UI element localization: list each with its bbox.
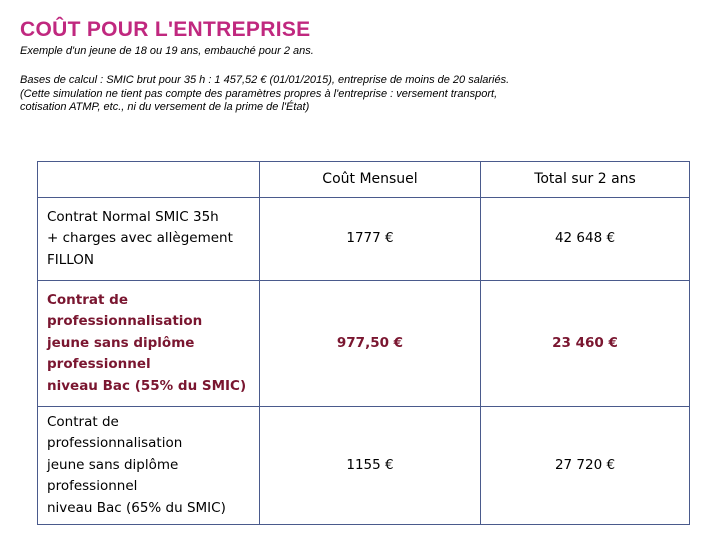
row-label-line: FILLON (47, 251, 95, 268)
table-row-pro-contract-55 (38, 281, 690, 407)
row-label-line: niveau Bac (55% du SMIC) (47, 377, 247, 394)
header-cell-empty (38, 162, 260, 198)
total-cost-cell: 27 720 € (481, 407, 690, 525)
row-label (38, 198, 260, 281)
note-line: Bases de calcul : SMIC brut pour 35 h : 1 457,52 € (01/01/2015), entreprise de moins de 20 salariés. (20, 74, 510, 86)
header-monthly-cost: Coût Mensuel (260, 162, 481, 198)
page-title: COÛT POUR L'ENTREPRISE (20, 18, 311, 41)
subtitle: Exemple d'un jeune de 18 ou 19 ans, embauché pour 2 ans. (20, 45, 314, 57)
note-line: cotisation ATMP, etc., ni du versement de la prime de l'État) (20, 101, 310, 113)
row-label-line: niveau Bac (65% du SMIC) (47, 499, 226, 516)
total-cost-cell: 23 460 € (481, 281, 690, 407)
row-label-line: jeune sans diplôme (47, 456, 179, 473)
monthly-cost-cell: 1155 € (260, 407, 481, 525)
row-label-line: + charges avec allègement (47, 230, 233, 247)
note-line: (Cette simulation ne tient pas compte des paramètres propres à l'entreprise : versement transport, (20, 87, 498, 100)
header-total-2-years: Total sur 2 ans (481, 162, 690, 198)
row-label-line: Contrat de (47, 413, 119, 430)
row-label (38, 281, 260, 407)
table-header-row (38, 162, 690, 198)
calculation-note (20, 74, 600, 115)
table-row-normal-contract (38, 198, 690, 281)
row-label-line: Contrat de (47, 291, 128, 308)
row-label-line: jeune sans diplôme (47, 334, 195, 351)
row-label-line: professionnalisation (47, 435, 183, 452)
row-label-line: professionnel (47, 356, 151, 373)
row-label (38, 407, 260, 525)
row-label-line: professionnel (47, 478, 138, 495)
monthly-cost-cell: 1777 € (260, 198, 481, 281)
row-label-line: professionnalisation (47, 313, 203, 330)
total-cost-cell: 42 648 € (481, 198, 690, 281)
row-label-line: Contrat Normal SMIC 35h (47, 208, 219, 225)
monthly-cost-cell: 977,50 € (260, 281, 481, 407)
table-row-pro-contract-65 (38, 407, 690, 525)
cost-table (37, 161, 690, 525)
